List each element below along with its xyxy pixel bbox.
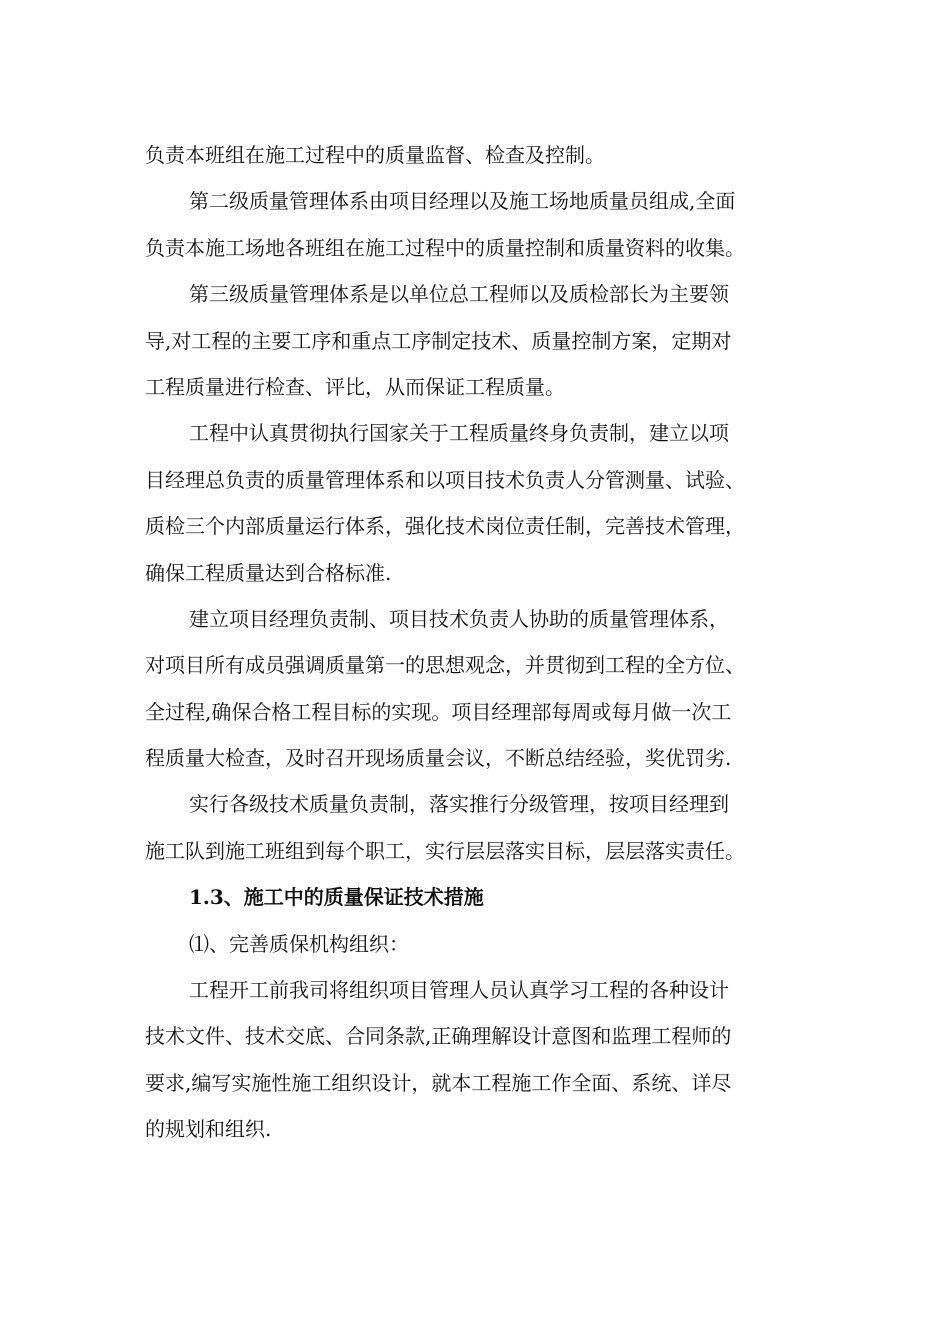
text-line: 导,对工程的主要工序和重点工序制定技术、质量控制方案，定期对 xyxy=(145,328,732,353)
text-line: 对项目所有成员强调质量第一的思想观念，并贯彻到工程的全方位、 xyxy=(145,653,745,678)
text-line: 目经理总负责的质量管理体系和以项目技术负责人分管测量、试验、 xyxy=(145,467,745,492)
section-heading: 1.3、施工中的质量保证技术措施 xyxy=(189,885,484,910)
text-line: 全过程,确保合格工程目标的实现。项目经理部每周或每月做一次工 xyxy=(145,699,732,724)
text-line: 建立项目经理负责制、项目技术负责人协助的质量管理体系， xyxy=(189,606,729,631)
text-line: 质检三个内部质量运行体系，强化技术岗位责任制，完善技术管理， xyxy=(145,514,745,539)
text-line: 负责本施工场地各班组在施工过程中的质量控制和质量资料的收集。 xyxy=(145,235,745,260)
text-line: 程质量大检查，及时召开现场质量会议，不断总结经验，奖优罚劣. xyxy=(145,746,732,771)
text-line: 施工队到施工班组到每个职工，实行层层落实目标，层层落实责任。 xyxy=(145,838,745,863)
text-line: 第三级质量管理体系是以单位总工程师以及质检部长为主要领 xyxy=(189,282,729,307)
text-line: 的规划和组织. xyxy=(145,1117,272,1142)
text-line: 实行各级技术质量负责制，落实推行分级管理，按项目经理到 xyxy=(189,792,729,817)
text-line: 技术文件、技术交底、合同条款,正确理解设计意图和监理工程师的 xyxy=(145,1024,732,1049)
text-line: 工程质量进行检查、评比，从而保证工程质量。 xyxy=(145,374,565,399)
text-line: ⑴、完善质保机构组织： xyxy=(189,931,409,956)
text-line: 工程中认真贯彻执行国家关于工程质量终身负责制，建立以项 xyxy=(189,421,729,446)
text-line: 要求,编写实施性施工组织设计，就本工程施工作全面、系统、详尽 xyxy=(145,1070,732,1095)
document-body xyxy=(145,132,807,1153)
text-line: 负责本班组在施工过程中的质量监督、检查及控制。 xyxy=(145,143,605,167)
text-line: 确保工程质量达到合格标准. xyxy=(145,560,392,585)
text-line: 第二级质量管理体系由项目经理以及施工场地质量员组成,全面 xyxy=(189,189,736,214)
text-line: 工程开工前我司将组织项目管理人员认真学习工程的各种设计 xyxy=(189,978,729,1003)
